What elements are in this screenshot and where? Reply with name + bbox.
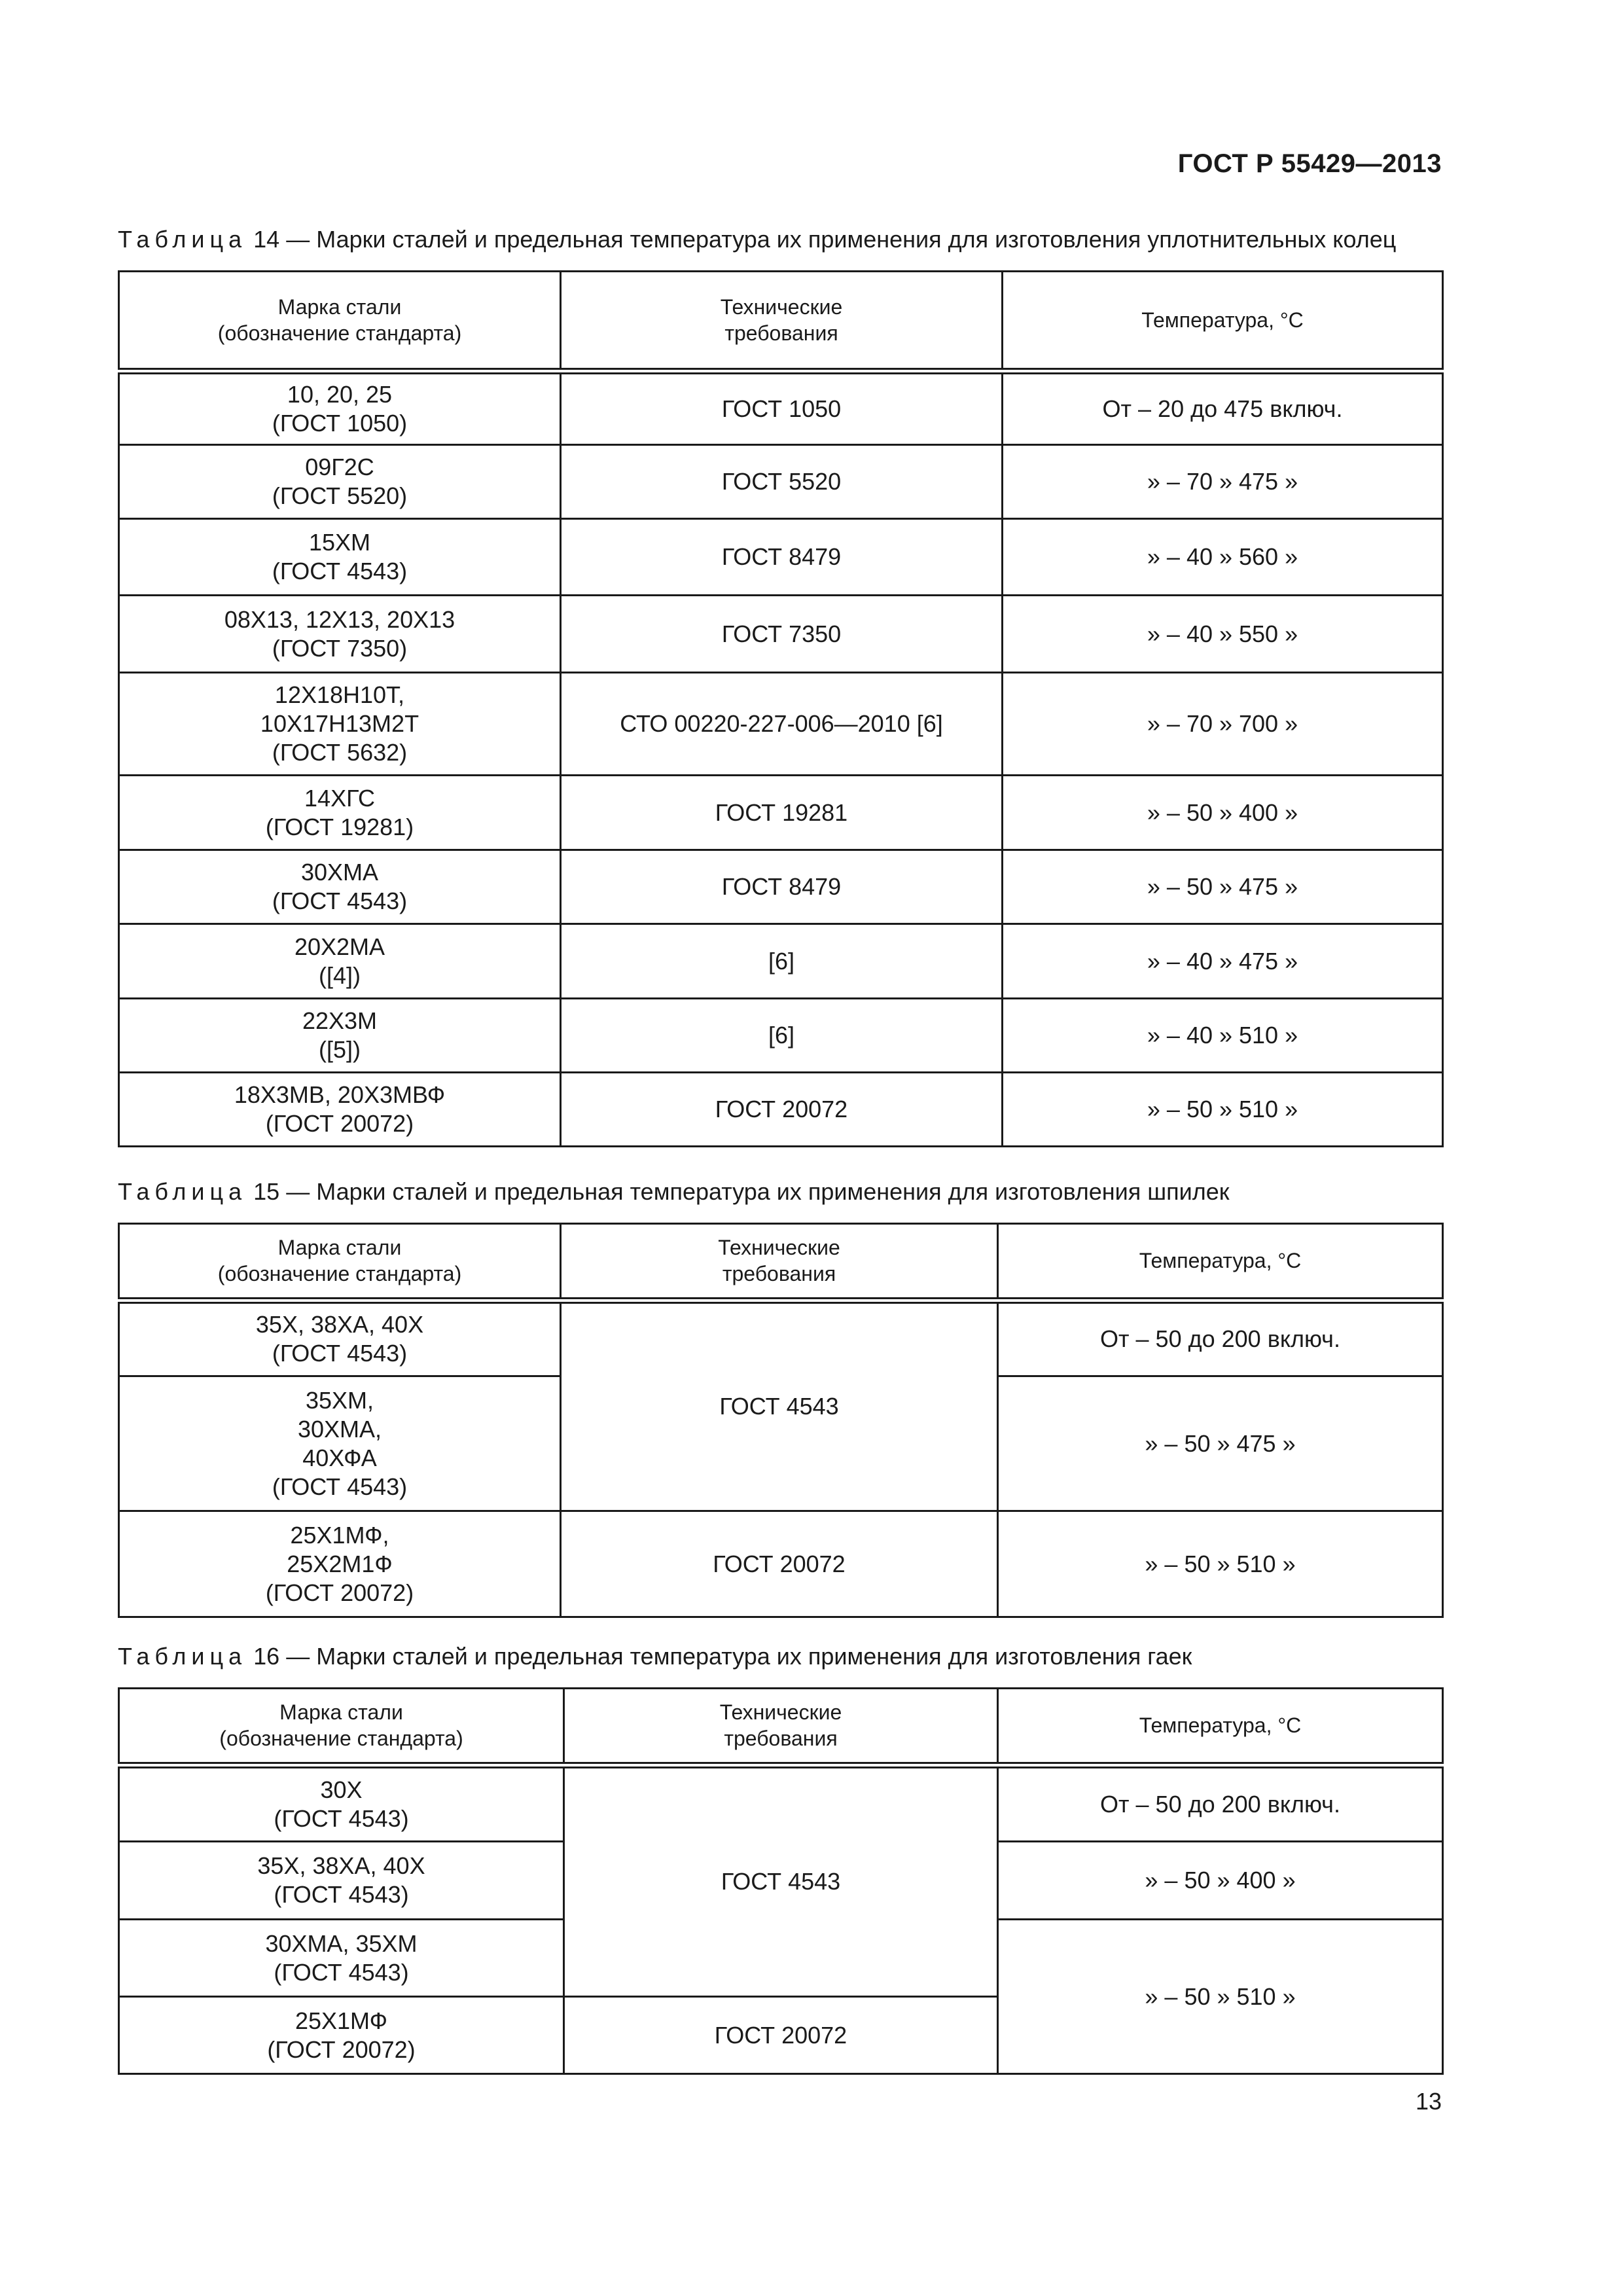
header-temperature: Температура, °С — [998, 1224, 1443, 1300]
cell-steel-grade: 22Х3М ([5]) — [119, 999, 561, 1073]
table-header-row — [119, 272, 1443, 371]
cell-steel-grade: 12Х18Н10Т, 10Х17Н13М2Т (ГОСТ 5632) — [119, 673, 561, 776]
cell-requirements: ГОСТ 20072 — [561, 1073, 1003, 1147]
table-15 — [118, 1223, 1444, 1618]
header-steel-grade: Марка стали (обозначение стандарта) — [119, 272, 561, 371]
cell-steel-grade: 08Х13, 12Х13, 20Х13 (ГОСТ 7350) — [119, 596, 561, 673]
cell-requirements: ГОСТ 8479 — [561, 850, 1003, 924]
cell-temperature: » – 40 » 475 » — [1003, 924, 1443, 999]
cell-requirements: [6] — [561, 999, 1003, 1073]
cell-temperature: » – 40 » 560 » — [1003, 519, 1443, 596]
table-title: 14 — Марки сталей и предельная температура их применения для изготовления уплотнительных колец — [247, 226, 1397, 253]
cell-requirements: ГОСТ 1050 — [561, 371, 1003, 445]
cell-steel-grade: 25Х1МФ, 25Х2М1Ф (ГОСТ 20072) — [119, 1511, 561, 1617]
cell-steel-grade: 30Х (ГОСТ 4543) — [119, 1765, 564, 1842]
cell-temperature: От – 20 до 475 включ. — [1003, 371, 1443, 445]
table-row — [119, 1300, 1443, 1376]
cell-temperature: » – 40 » 510 » — [1003, 999, 1443, 1073]
cell-temperature: » – 50 » 475 » — [998, 1376, 1443, 1511]
cell-steel-grade: 35Х, 38ХА, 40Х (ГОСТ 4543) — [119, 1842, 564, 1920]
table-14-caption — [118, 226, 1396, 253]
table-label: Таблица — [118, 1643, 247, 1670]
page-number: 13 — [1415, 2088, 1442, 2115]
table-15-caption — [118, 1178, 1230, 1206]
cell-requirements: ГОСТ 5520 — [561, 445, 1003, 519]
cell-temperature: » – 50 » 400 » — [1003, 776, 1443, 850]
table-row — [119, 924, 1443, 999]
table-row — [119, 519, 1443, 596]
cell-temperature: » – 40 » 550 » — [1003, 596, 1443, 673]
header-technical-requirements: Технические требования — [561, 1224, 998, 1300]
cell-steel-grade: 14ХГС (ГОСТ 19281) — [119, 776, 561, 850]
cell-temperature: » – 50 » 510 » — [998, 1920, 1443, 2074]
cell-steel-grade: 25Х1МФ (ГОСТ 20072) — [119, 1997, 564, 2074]
cell-temperature: » – 70 » 700 » — [1003, 673, 1443, 776]
table-row — [119, 371, 1443, 445]
cell-steel-grade: 10, 20, 25 (ГОСТ 1050) — [119, 371, 561, 445]
cell-requirements: ГОСТ 4543 — [564, 1765, 998, 1997]
cell-requirements: ГОСТ 4543 — [561, 1300, 998, 1511]
cell-requirements: ГОСТ 20072 — [561, 1511, 998, 1617]
cell-requirements: ГОСТ 19281 — [561, 776, 1003, 850]
cell-steel-grade: 20Х2МА ([4]) — [119, 924, 561, 999]
table-16 — [118, 1687, 1444, 2075]
cell-requirements: ГОСТ 20072 — [564, 1997, 998, 2074]
cell-steel-grade: 35Х, 38ХА, 40Х (ГОСТ 4543) — [119, 1300, 561, 1376]
table-row — [119, 1511, 1443, 1617]
cell-temperature: От – 50 до 200 включ. — [998, 1765, 1443, 1842]
cell-temperature: » – 50 » 475 » — [1003, 850, 1443, 924]
cell-steel-grade: 35ХМ, 30ХМА, 40ХФА (ГОСТ 4543) — [119, 1376, 561, 1511]
table-row — [119, 776, 1443, 850]
table-title: 15 — Марки сталей и предельная температура их применения для изготовления шпилек — [247, 1178, 1230, 1205]
header-steel-grade: Марка стали (обозначение стандарта) — [119, 1224, 561, 1300]
cell-requirements: СТО 00220-227-006—2010 [6] — [561, 673, 1003, 776]
table-14 — [118, 270, 1444, 1147]
cell-temperature: » – 70 » 475 » — [1003, 445, 1443, 519]
header-technical-requirements: Технические требования — [564, 1689, 998, 1765]
table-header-row — [119, 1689, 1443, 1765]
cell-temperature: » – 50 » 510 » — [998, 1511, 1443, 1617]
header-temperature: Температура, °С — [998, 1689, 1443, 1765]
table-row — [119, 1765, 1443, 1842]
cell-steel-grade: 30ХМА (ГОСТ 4543) — [119, 850, 561, 924]
table-row — [119, 445, 1443, 519]
cell-steel-grade: 09Г2С (ГОСТ 5520) — [119, 445, 561, 519]
header-temperature: Температура, °С — [1003, 272, 1443, 371]
cell-requirements: [6] — [561, 924, 1003, 999]
cell-temperature: » – 50 » 400 » — [998, 1842, 1443, 1920]
table-row — [119, 673, 1443, 776]
cell-steel-grade: 15ХМ (ГОСТ 4543) — [119, 519, 561, 596]
table-row — [119, 999, 1443, 1073]
cell-temperature: От – 50 до 200 включ. — [998, 1300, 1443, 1376]
table-16-caption — [118, 1643, 1192, 1670]
cell-temperature: » – 50 » 510 » — [1003, 1073, 1443, 1147]
table-label: Таблица — [118, 226, 247, 253]
cell-steel-grade: 18Х3МВ, 20Х3МВФ (ГОСТ 20072) — [119, 1073, 561, 1147]
cell-steel-grade: 30ХМА, 35ХМ (ГОСТ 4543) — [119, 1920, 564, 1997]
table-label: Таблица — [118, 1178, 247, 1205]
document-code: ГОСТ Р 55429—2013 — [1177, 149, 1442, 178]
header-technical-requirements: Технические требования — [561, 272, 1003, 371]
table-row — [119, 850, 1443, 924]
header-steel-grade: Марка стали (обозначение стандарта) — [119, 1689, 564, 1765]
table-row — [119, 1073, 1443, 1147]
cell-requirements: ГОСТ 8479 — [561, 519, 1003, 596]
cell-requirements: ГОСТ 7350 — [561, 596, 1003, 673]
table-header-row — [119, 1224, 1443, 1300]
table-title: 16 — Марки сталей и предельная температура их применения для изготовления гаек — [247, 1643, 1192, 1670]
table-row — [119, 596, 1443, 673]
